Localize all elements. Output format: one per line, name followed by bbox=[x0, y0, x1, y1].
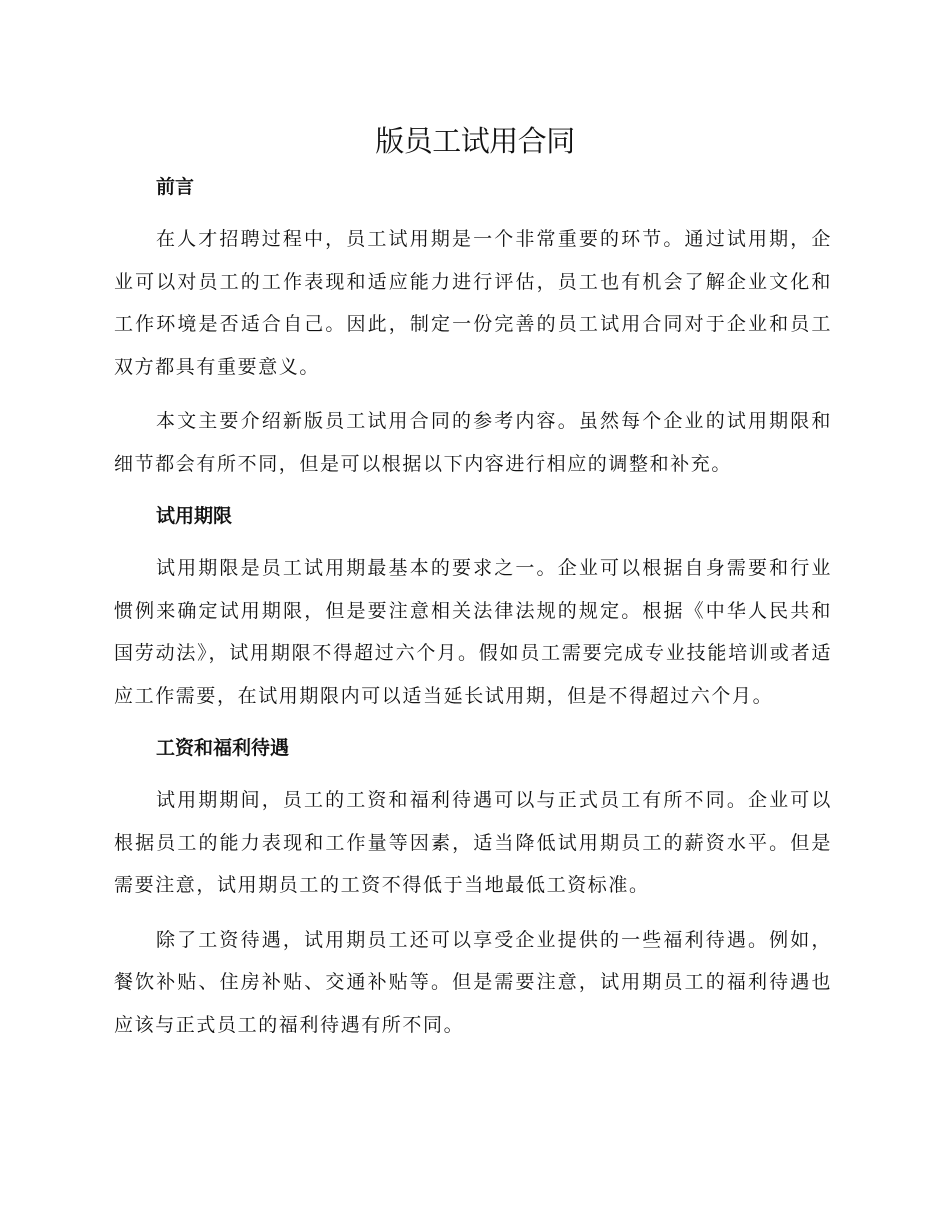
paragraph: 试用期限是员工试用期最基本的要求之一。企业可以根据自身需要和行业惯例来确定试用期限，但是要注意相关法律法规的规定。根据《中华人民共和国劳动法》，试用期限不得超过六个月。假如员工需要完成专业技能培训或者适应工作需要，在试用期限内可以适当延长试用期，但是不得超过六个月。 bbox=[114, 557, 832, 707]
section-heading-preface: 前言 bbox=[156, 176, 195, 198]
document-title: 版员工试用合同 bbox=[375, 124, 575, 158]
paragraph: 本文主要介绍新版员工试用合同的参考内容。虽然每个企业的试用期限和细节都会有所不同，但是可以根据以下内容进行相应的调整和补充。 bbox=[114, 410, 832, 475]
document-body bbox=[114, 166, 832, 1046]
paragraph: 试用期期间，员工的工资和福利待遇可以与正式员工有所不同。企业可以根据员工的能力表现和工作量等因素，适当降低试用期员工的薪资水平。但是需要注意，试用期员工的工资不得低于当地最低工资标准。 bbox=[114, 789, 832, 896]
paragraph: 除了工资待遇，试用期员工还可以享受企业提供的一些福利待遇。例如，餐饮补贴、住房补贴、交通补贴等。但是需要注意，试用期员工的福利待遇也应该与正式员工的福利待遇有所不同。 bbox=[114, 928, 832, 1036]
section-heading-salary-benefits: 工资和福利待遇 bbox=[156, 737, 290, 759]
paragraph: 在人才招聘过程中，员工试用期是一个非常重要的环节。通过试用期，企业可以对员工的工作表现和适应能力进行评估，员工也有机会了解企业文化和工作环境是否适合自己。因此，制定一份完善的员工试用合同对于企业和员工双方都具有重要意义。 bbox=[114, 228, 832, 378]
section-heading-probation-period: 试用期限 bbox=[156, 505, 233, 527]
